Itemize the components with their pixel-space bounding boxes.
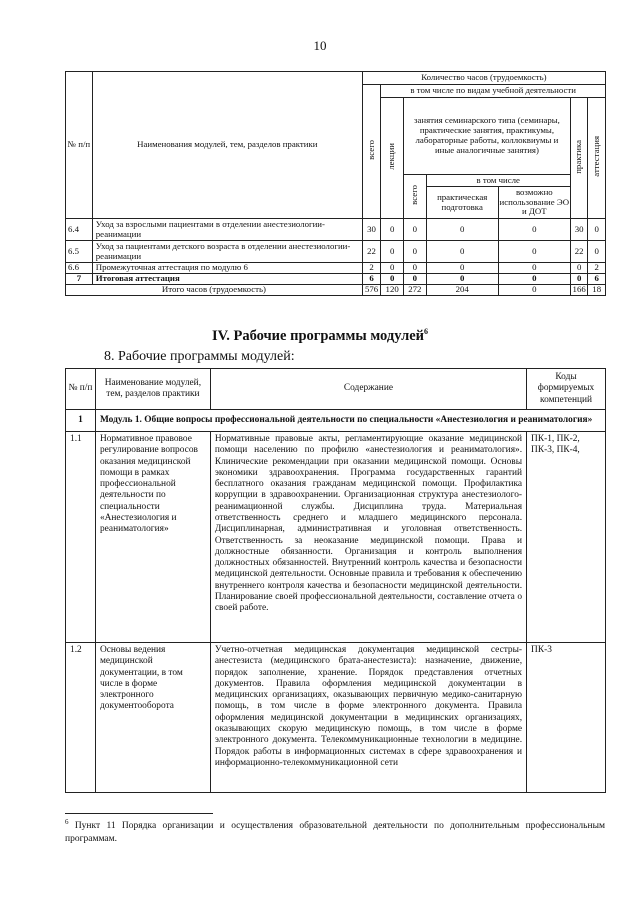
table-row: 6.4 Уход за взрослыми пациентами в отделении анестезиологии-реанимации 30 0 0 0 0 30 0 bbox=[66, 219, 606, 241]
header-num: № п/п bbox=[66, 369, 96, 410]
header-att: аттестация bbox=[590, 136, 601, 177]
header-content: Содержание bbox=[210, 369, 526, 410]
section-heading: IV. Рабочие программы модулей$^6$ bbox=[211, 327, 429, 344]
page-number: 10 bbox=[313, 38, 327, 53]
header-num: № п/п bbox=[66, 72, 93, 219]
module-row: 1 Модуль 1. Общие вопросы профессиональной деятельности по специальности «Анестезиология и реаниматология» bbox=[66, 410, 606, 432]
subheading: 8. Рабочие программы модулей: bbox=[104, 349, 295, 364]
table-row: 1.2 Основы ведения медицинской документации, в том числе в форме электронного документооборота Учетно-отчетная медицинская документация медицинской сестры-анестезиста (медицинского брата-анестезиста): назначение, движение, порядок заполнение, хранение. Порядок представления отчетных документов. Правила оформления медицинской документации в медицинских организациях, оказывающих первичную медико-санитарную помощь, в том числе в форме электронного документа. Правила оформления медицинской документации в медицинских организациях, оказывающих скорую медицинскую помощь, в том числе в форме электронного документа. Телекоммуникационные технологии в медицине. Порядок работы в информационных системах в сфере здравоохранения и информационно-телекоммуникационной сети ПК-3 bbox=[66, 643, 606, 793]
footnote-divider bbox=[65, 813, 213, 814]
footnote: $^6$ Пункт 11 Порядка организации и осуществления образовательной деятельности по дополнительным профессиональным программам. bbox=[65, 818, 605, 844]
header-eo: возможно использование ЭО и ДОТ bbox=[498, 187, 570, 219]
table-row: 7 Итоговая аттестация 6 0 0 0 0 0 6 bbox=[66, 274, 606, 285]
hours-table bbox=[65, 71, 606, 296]
modules-table bbox=[65, 368, 606, 793]
header-qty: Количество часов (трудоемкость) bbox=[362, 72, 605, 85]
header-incl: в том числе по видам учебной деятельности bbox=[381, 85, 606, 98]
header-pract: практика bbox=[573, 139, 584, 174]
header-sem: занятия семинарского типа (семинары, практические занятия, практикумы, лабораторные работы, коллоквиумы и иные аналогичные занятия) bbox=[403, 98, 570, 175]
table-row: 6.5 Уход за пациентами детского возраста в отделении анестезиологии-реанимации 22 0 0 0 0 22 0 bbox=[66, 241, 606, 263]
header-codes: Коды формируемых компетенций bbox=[527, 369, 606, 410]
header-name: Наименование модулей, тем, разделов практики bbox=[95, 369, 210, 410]
footnote-ref: 6 bbox=[424, 327, 429, 336]
table-row: 6.6 Промежуточная аттестация по модулю 6 2 0 0 0 0 0 2 bbox=[66, 263, 606, 274]
table-row: 1.1 Нормативное правовое регулирование вопросов оказания медицинской помощи в рамках профессиональной деятельности по специальности «Анестезиология и реаниматология» Нормативные правовые акты, регламентирующие оказание медицинской помощи населению по профилю «анестезиология и реаниматология». Клинические рекомендации при оказании медицинской помощи. Основы экономики здравоохранения. Программа государственных гарантий бесплатного оказания гражданам медицинской помощи. Профилактика коррупции в здравоохранении. Организационная структура анестезиолого-реанимационной службы. Дисциплина труда. Материальная ответственность среднего и младшего медицинского персонала. Дисциплинарная, административная и уголовная ответственность. Ответственность за неоказание медицинской помощи. Права и должностные обязанности. Организация и контроль выполнения должностных обязанностей. Внутренний контроль качества и безопасности медицинской деятельности. Основные правила и требования к обеспечению внутреннего контроля качества и безопасности медицинской деятельности. Планирование своей профессиональной деятельности, составление отчета о своей работе. ПК-1, ПК-2, ПК-3, ПК-4, bbox=[66, 432, 606, 643]
header-lect: лекции bbox=[386, 143, 397, 170]
header-total: всего bbox=[365, 140, 376, 160]
total-row: Итого часов (трудоемкость) 576 120 272 204 0 166 18 bbox=[66, 285, 606, 296]
header-name: Наименования модулей, тем, разделов практики bbox=[92, 72, 362, 219]
header-prep: практическая подготовка bbox=[426, 187, 498, 219]
header-incl2: в том числе bbox=[426, 175, 570, 187]
header-sem-total: всего bbox=[408, 185, 419, 205]
